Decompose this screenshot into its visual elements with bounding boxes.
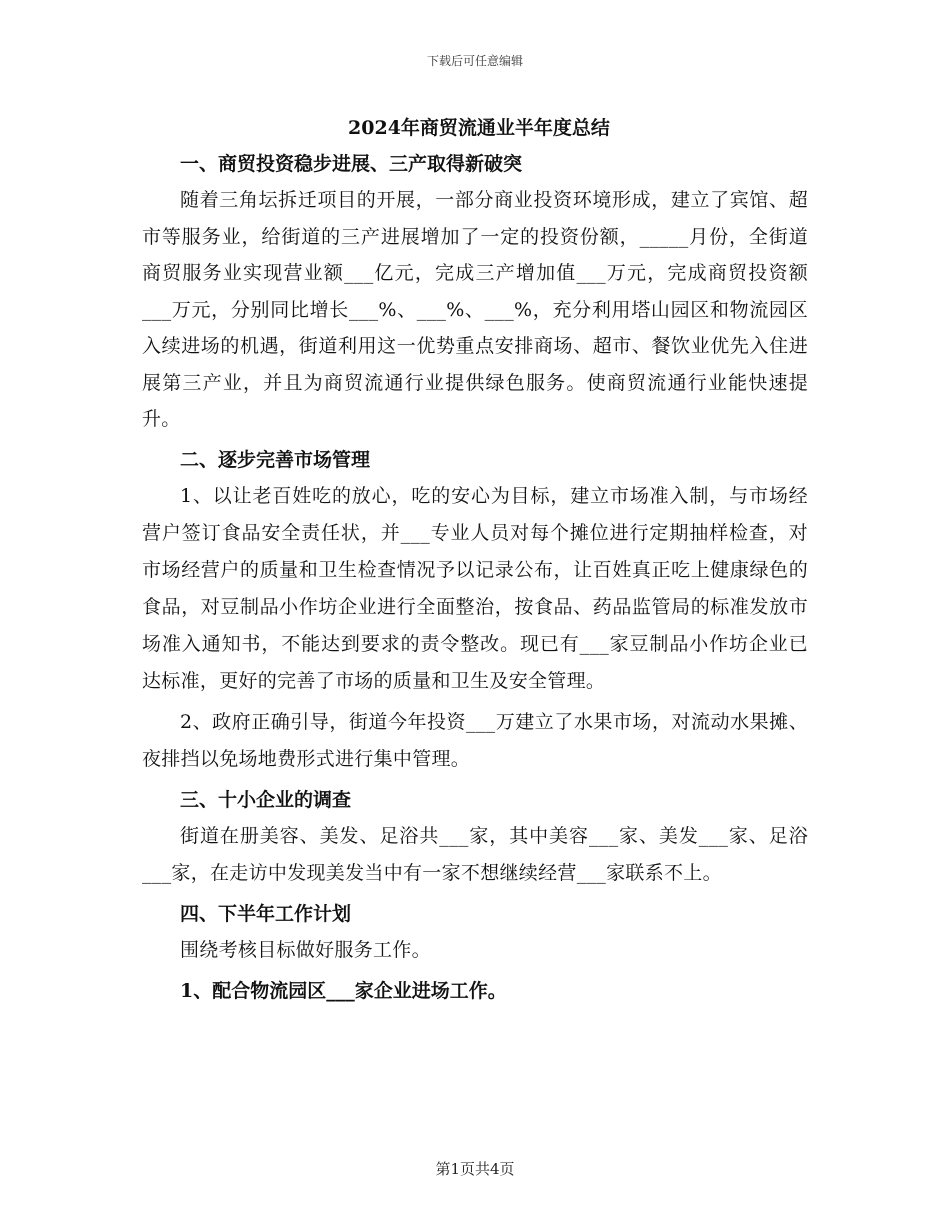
header-note: 下载后可任意编辑	[426, 54, 523, 68]
section-2-paragraph-2: 2、政府正确引导，街道今年投资___万建立了水果市场，对流动水果摊、夜排挡以免场地费形式进行集中管理。	[142, 710, 808, 770]
document-body	[142, 110, 808, 1009]
section-heading-4: 四、下半年工作计划	[180, 902, 352, 925]
section-4-paragraph-1: 围绕考核目标做好服务工作。	[180, 938, 431, 961]
section-3-paragraph-1: 街道在册美容、美发、足浴共___家，其中美容___家、美发___家、足浴___家，在走访中发现美发当中有一家不想继续经营___家联系不上。	[142, 824, 808, 884]
plan-item-1: 1、配合物流园区___家企业进场工作。	[180, 979, 507, 1002]
section-2-paragraph-1: 1、以让老百姓吃的放心，吃的安心为目标，建立市场准入制，与市场经营户签订食品安全责任状，并___专业人员对每个摊位进行定期抽样检查，对市场经营户的质量和卫生检查情况予以记录公布，让百姓真正吃上健康绿色的食品，对豆制品小作坊企业进行全面整治，按食品、药品监管局的标准发放市场准入通知书，不能达到要求的责令整改。现已有___家豆制品小作坊企业已达标准，更好的完善了市场的质量和卫生及安全管理。	[142, 484, 808, 692]
section-heading-3: 三、十小企业的调查	[180, 788, 352, 811]
section-1-paragraph-1: 随着三角坛拆迁项目的开展，一部分商业投资环境形成，建立了宾馆、超市等服务业，给街道的三产进展增加了一定的投资份额，_____月份，全街道商贸服务业实现营业额___亿元，完成三产增加值___万元，完成商贸投资额___万元，分别同比增长___%、___%、___%，充分利用塔山园区和物流园区入续进场的机遇，街道利用这一优势重点安排商场、超市、餐饮业优先入住进展第三产业，并且为商贸流通行业提供绿色服务。使商贸流通行业能快速提升。	[142, 189, 808, 430]
document-title: 2024年商贸流通业半年度总结	[348, 117, 610, 139]
section-heading-1: 一、商贸投资稳步进展、三产取得新破突	[180, 153, 523, 175]
page-footer: 第1页共4页	[435, 1160, 515, 1178]
section-heading-2: 二、逐步完善市场管理	[180, 448, 371, 471]
